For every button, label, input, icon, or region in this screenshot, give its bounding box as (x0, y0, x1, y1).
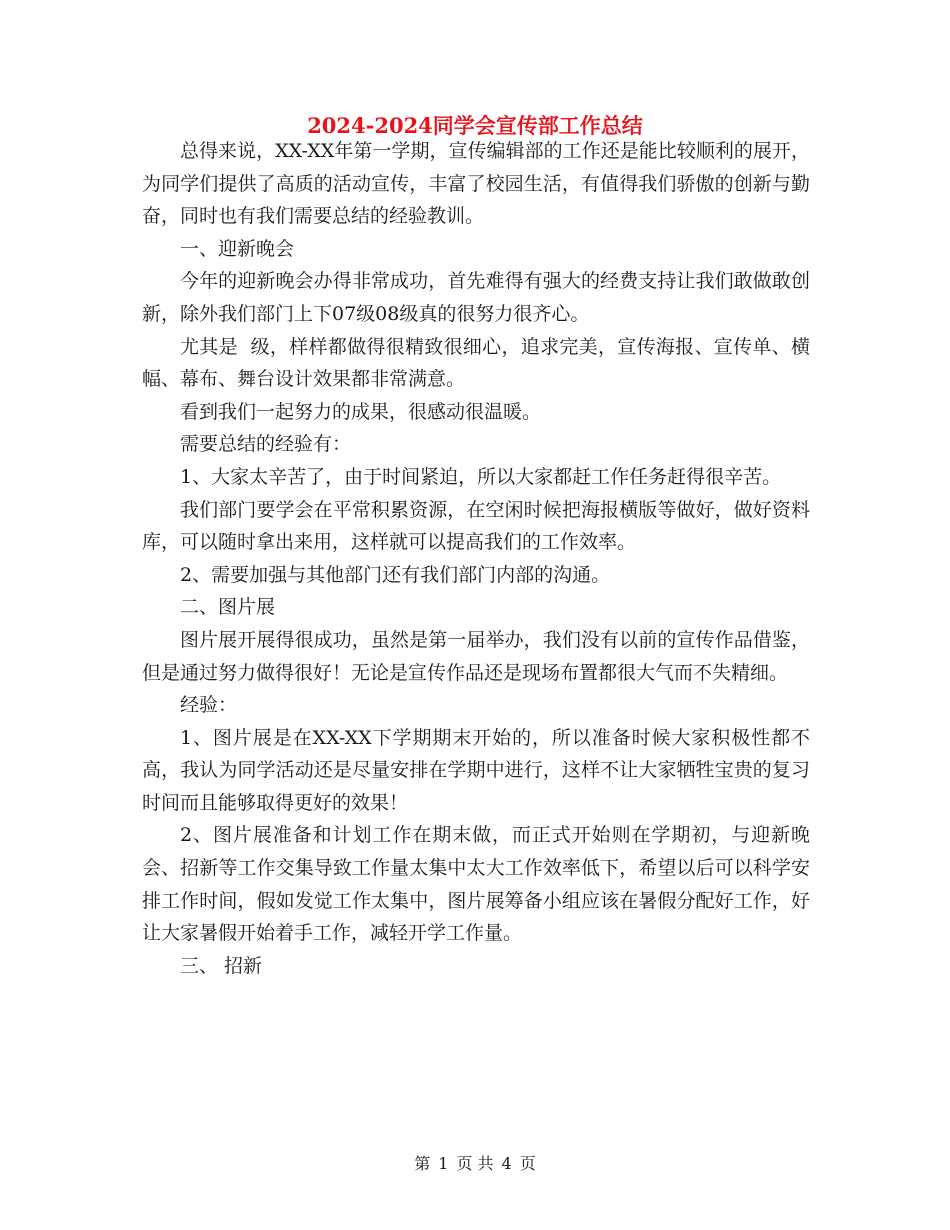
paragraph: 今年的迎新晚会办得非常成功，首先难得有强大的经费支持让我们敢做敢创新，除外我们部门上下07级08级真的很努力很齐心。 (142, 270, 810, 325)
paragraph: 总得来说，XX-XX年第一学期，宣传编辑部的工作还是能比较顺利的展开，为同学们提供了高质的活动宣传，丰富了校园生活，有值得我们骄傲的创新与勤奋，同时也有我们需要总结的经验教训。 (142, 140, 810, 228)
section-heading: 三、 招新 (180, 954, 263, 977)
paragraph: 经验： (180, 694, 238, 717)
paragraph: 图片展开展得很成功，虽然是第一届举办，我们没有以前的宣传作品借鉴，但是通过努力做得很好！无论是宣传作品还是现场布置都很大气而不失精细。 (142, 628, 810, 684)
footer-middle: 页 共 (456, 1154, 494, 1173)
paragraph: 看到我们一起努力的成果，很感动很温暖。 (180, 400, 542, 423)
footer-prefix: 第 (414, 1154, 431, 1173)
footer-suffix: 页 (519, 1154, 536, 1173)
section-heading: 二、图片展 (180, 596, 276, 619)
footer-page-number: 1 (438, 1154, 449, 1173)
footer-total-pages: 4 (501, 1154, 512, 1173)
document-body (142, 135, 810, 982)
paragraph: 1、图片展是在XX-XX下学期期末开始的，所以准备时候大家积极性都不高，我认为同学活动还是尽量安排在学期中进行，这样不让大家牺牲宝贵的复习时间而且能够取得更好的效果！ (142, 726, 810, 814)
paragraph: 我们部门要学会在平常积累资源，在空闲时候把海报横版等做好，做好资料库，可以随时拿出来用，这样就可以提高我们的工作效率。 (142, 498, 810, 554)
paragraph: 2、图片展准备和计划工作在期末做，而正式开始则在学期初，与迎新晚会、招新等工作交集导致工作量太集中太大工作效率低下，希望以后可以科学安排工作时间，假如发觉工作太集中，图片展筹备小组应该在暑假分配好工作，好让大家暑假开始着手工作，减轻开学工作量。 (142, 824, 810, 945)
page-footer (0, 1153, 950, 1175)
paragraph: 2、需要加强与其他部门还有我们部门内部的沟通。 (180, 563, 611, 586)
document-title: 2024-2024同学会宣传部工作总结 (307, 113, 643, 138)
paragraph: 1、大家太辛苦了，由于时间紧迫，所以大家都赶工作任务赶得很辛苦。 (180, 465, 782, 488)
paragraph: 需要总结的经验有： (180, 433, 352, 456)
section-heading: 一、迎新晚会 (180, 237, 295, 260)
paragraph: 尤其是 级，样样都做得很精致很细心，追求完美，宣传海报、宣传单、横幅、幕布、舞台设计效果都非常满意。 (142, 335, 810, 391)
